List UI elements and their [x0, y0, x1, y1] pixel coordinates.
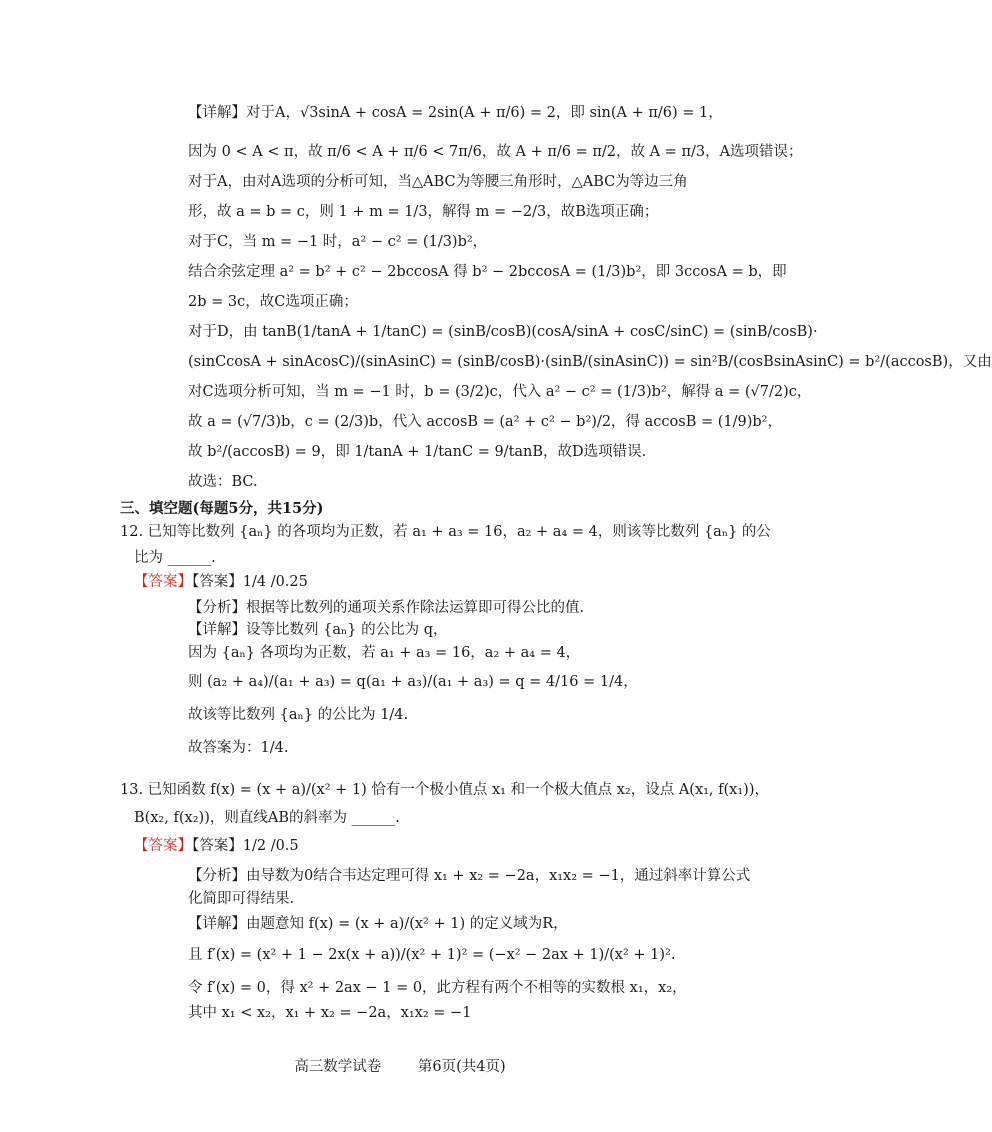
q11-line-5: 对于C，当 m = −1 时，a² − c² = (1/3)b²，	[188, 234, 488, 250]
q12-detail-1: 【详解】设等比数列 {aₙ} 的公比为 q，	[188, 622, 448, 638]
q12-detail-2: 因为 {aₙ} 各项均为正数，若 a₁ + a₃ = 16，a₂ + a₄ = 4，	[188, 645, 581, 661]
q12-stem-line-2: 比为 ______.	[134, 550, 216, 566]
q11-line-4: 形，故 a = b = c，则 1 + m = 1/3，解得 m = −2/3，故B选项正确；	[188, 204, 659, 220]
q13-detail-3: 令 f′(x) = 0，得 x² + 2ax − 1 = 0，此方程有两个不相等的实数根 x₁，x₂，	[188, 980, 687, 996]
q13-analysis-1: 【分析】由导数为0结合韦达定理可得 x₁ + x₂ = −2a，x₁x₂ = −1，通过斜率计算公式	[188, 868, 751, 884]
q12-detail-3: 则 (a₂ + a₄)/(a₁ + a₃) = q(a₁ + a₃)/(a₁ + a₃) = q = 4/16 = 1/4，	[188, 674, 638, 690]
q11-line-12: 故 b²/(accosB) = 9，即 1/tanA + 1/tanC = 9/tanB，故D选项错误.	[188, 444, 647, 460]
q12-answer-row	[134, 572, 308, 592]
q12-detail-4: 故该等比数列 {aₙ} 的公比为 1/4.	[188, 707, 409, 723]
q11-line-9: (sinCcosA + sinAcosC)/(sinAsinC) = (sinB/cosB)·(sinB/(sinAsinC)) = sin²B/(cosBsinAsinC) = b²/(accosB)，又由	[188, 354, 992, 370]
q12-stem-line-1: 12. 已知等比数列 {aₙ} 的各项均为正数，若 a₁ + a₃ = 16，a₂ + a₄ = 4，则该等比数列 {aₙ} 的公	[120, 524, 771, 540]
q13-answer-tag: 【答案】	[134, 838, 192, 854]
q13-detail-1: 【详解】由题意知 f(x) = (x + a)/(x² + 1) 的定义域为R，	[188, 916, 568, 932]
q12-answer-text: 【答案】1/4 /0.25	[192, 574, 308, 590]
q11-line-7: 2b = 3c，故C选项正确；	[188, 294, 358, 310]
q13-detail-4: 其中 x₁ < x₂，x₁ + x₂ = −2a，x₁x₂ = −1	[188, 1005, 472, 1021]
q11-line-13: 故选：BC.	[188, 474, 258, 490]
q12-answer-tag: 【答案】	[134, 574, 192, 590]
footer-page-number: 第6页(共4页)	[417, 1059, 506, 1075]
q12-detail-5: 故答案为：1/4.	[188, 740, 289, 756]
q13-answer-row	[134, 836, 299, 856]
q11-line-6: 结合余弦定理 a² = b² + c² − 2bccosA 得 b² − 2bccosA = (1/3)b²，即 3ccosA = b，即	[188, 264, 787, 280]
q13-stem-line-2: B(x₂, f(x₂))，则直线AB的斜率为 ______.	[134, 810, 400, 826]
q11-line-3: 对于A，由对A选项的分析可知，当△ABC为等腰三角形时，△ABC为等边三角	[188, 174, 688, 190]
q11-line-1: 【详解】对于A，√3sinA + cosA = 2sin(A + π/6) = 2，即 sin(A + π/6) = 1，	[188, 105, 723, 121]
q11-line-2: 因为 0 < A < π，故 π/6 < A + π/6 < 7π/6，故 A + π/6 = π/2，故 A = π/3，A选项错误；	[188, 144, 803, 160]
q12-analysis: 【分析】根据等比数列的通项关系作除法运算即可得公比的值.	[188, 600, 585, 616]
page-footer	[0, 1055, 800, 1076]
q13-stem-line-1: 13. 已知函数 f(x) = (x + a)/(x² + 1) 恰有一个极小值点 x₁ 和一个极大值点 x₂，设点 A(x₁, f(x₁))，	[120, 782, 769, 798]
q11-line-11: 故 a = (√7/3)b，c = (2/3)b，代入 accosB = (a² + c² − b²)/2，得 accosB = (1/9)b²，	[188, 414, 782, 430]
footer-title: 高三数学试卷	[294, 1059, 382, 1075]
q11-line-10: 对C选项分析可知，当 m = −1 时，b = (3/2)c，代入 a² − c² = (1/3)b²，解得 a = (√7/2)c，	[188, 384, 812, 400]
q11-line-8: 对于D，由 tanB(1/tanA + 1/tanC) = (sinB/cosB)(cosA/sinA + cosC/sinC) = (sinB/cosB)·	[188, 324, 818, 340]
q13-detail-2: 且 f′(x) = (x² + 1 − 2x(x + a))/(x² + 1)² = (−x² − 2ax + 1)/(x² + 1)².	[188, 947, 676, 963]
q13-answer-text: 【答案】1/2 /0.5	[192, 838, 299, 854]
q13-analysis-2: 化简即可得结果.	[188, 891, 295, 907]
section-heading: 三、填空题(每题5分，共15分)	[120, 500, 324, 517]
